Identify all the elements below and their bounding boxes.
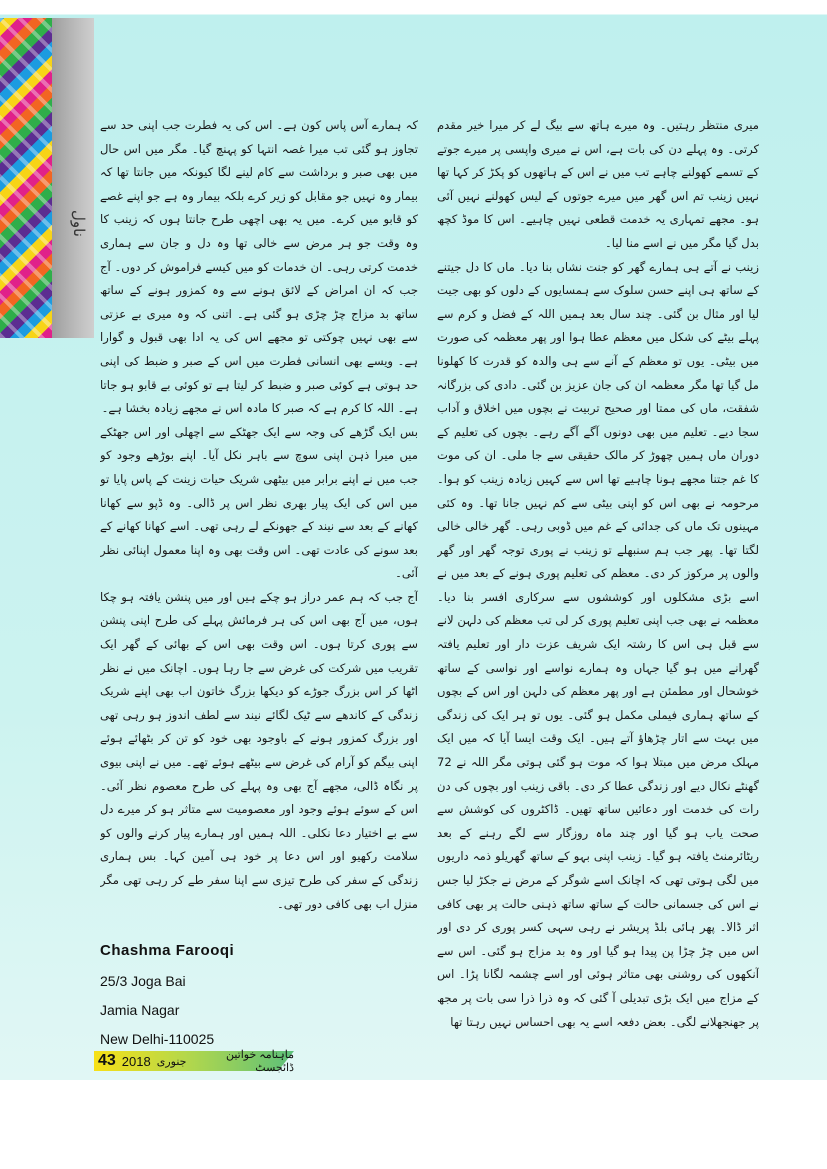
section-label: ناول [70,210,88,237]
paragraph: زینب نے آتے ہی ہمارے گھر کو جنت نشاں بنا دیا۔ ماں کا دل جیتنے کے ساتھ ہی اپنے حسن سلوک سے ہمسایوں کے دلوں کو بھی جیت لیا اور مثال بن گئی۔ چند سال بعد ہمیں اللہ کے فضل و کرم سے پہلے بیٹے کی شکل میں معظم عطا ہوا اور پھر معظمہ کی صورت میں بیٹی۔ یوں تو معظم کے آنے سے ہی والدہ کو قدرت کا کھلونا مل گیا تھا مگر معظمہ ان کی جان عزیز بن گئی۔ دادی کی بزرگانہ شفقت، ماں کی ممتا اور صحیح تربیت نے بچوں میں اخلاق و آداب سجا دیے۔ تعلیم میں بھی دونوں آگے آگے رہے۔ بچوں کی تعلیم کے دوران ماں ہمیں چھوڑ کر مالک حقیقی سے جا ملی۔ ان کی موت کا غم جتنا مجھے ہونا چاہیے تھا اس سے کہیں زیادہ زینب کو ہوا۔ مرحومہ نے بھی اس کو اپنی بیٹی سے کم نہیں جانا تھا۔ وہ کئی مہینوں تک ماں کی جدائی کے غم میں ڈوبی رہی۔ گھر خالی خالی لگتا تھا۔ پھر جب ہم سنبھلے تو زینب نے پوری توجہ گھر اور گھر والوں پر مرکوز کر دی۔ معظم کی تعلیم پوری ہونے کے بعد میں نے اسے بڑی مشکلوں اور کوششوں سے سرکاری افسر بنا دیا۔ معظمہ نے بھی جب اپنی تعلیم پوری کر لی تب معظم کی دلہن لانے سے قبل ہی اس کا رشتہ ایک شریف عزت دار اور تعلیم یافتہ گھرانے میں ہو گیا جہاں وہ ہمارے نواسے اور نواسی کے ساتھ خوشحال اور مطمئن ہے اور پھر معظم کی دلہن اور اس کے بچوں کے ساتھ ہماری فیملی مکمل ہو گئی۔ یوں تو ہر ایک کی زندگی میں بہت سے اتار چڑھاؤ آتے ہیں۔ ایک وقت ایسا آیا کہ میں ایک مہلک مرض میں مبتلا ہوا کہ موت ہو گئی ہوتی مگر اللہ نے 72 گھنٹے نکال دیے اور زندگی عطا کر دی۔ باقی زینب اور بچوں کی دن رات کی خدمت اور دعائیں ساتھ تھیں۔ ڈاکٹروں کی کوشش سے صحت یاب ہو گیا اور چند ماہ روزگار سے لگے رہنے کے بعد ریٹائرمنٹ یافتہ ہو گیا۔ زینب اپنی بہو کے ساتھ گھریلو ذمہ داریوں میں لگی ہوتی تھی کہ اچانک اسے شوگر کے مرض نے جکڑ لیا جس نے اس کی جسمانی حالت کے ساتھ ساتھ ذہنی حالت پر بھی کافی اثر ڈالا۔ پھر ہائی بلڈ پریشر نے رہی سہی کسر پوری کر دی اور اس میں چڑ چڑا پن پیدا ہو گیا اور وہ بد مزاج ہو گئی۔ اس سے آنکھوں کی روشنی بھی متاثر ہوئی اور اسے چشمہ لگانا پڑا۔ اس کے مزاج میں ایک بڑی تبدیلی آ گئی کہ وہ ذرا ذرا سی بات پر مجھ پر جھنجھلانے لگی۔ بعض دفعہ اسے یہ بھی احساس نہیں رہتا تھا [437,259,759,1029]
page-number: 43 [98,1052,116,1069]
bottom-margin [0,1080,827,1169]
page-footer [94,1049,294,1074]
address-line: New Delhi-110025 [100,1031,215,1047]
magazine-title: ماہنامہ خواتین ڈائجسٹ [225,1049,294,1074]
issue-year: 2018 [121,1053,151,1069]
address-line: 25/3 Joga Bai [100,973,186,989]
address-line: Jamia Nagar [100,1002,180,1018]
text-column-left [100,114,418,944]
text-column-right [437,114,759,1054]
paragraph: بس ایک گڑھے کی وجہ سے ایک جھٹکے سے اچھلی اور اس جھٹکے میں میرا ذہن اپنی سوچ سے باہر نکل آیا۔ اپنے بوڑھے وجود کو جب میں نے اپنے برابر میں بیٹھی شریک حیات زینت کے پاس پایا تو میں اس کی ایک پیار بھری نظر اس پر ڈالی۔ وہ ڈپو سے کھانا کھانے کے بعد سے نیند کے جھونکے لے رہی تھی۔ اسے کھانا کھانے کے بعد سونے کی عادت تھی۔ اس وقت بھی وہ اپنا معمول اپنائی نظر آئی۔ [100,424,418,581]
paragraph: آج جب کہ ہم عمر دراز ہو چکے ہیں اور میں پنشن یافتہ ہو چکا ہوں، میں آج بھی اس کی ہر فرمائش پہلے کی طرح اپنی پنشن سے پوری کرتا ہوں۔ اس وقت بھی اس کے بھائی کے گھر ایک تقریب میں شرکت کی غرض سے جا رہا ہوں۔ اچانک میں نے نظر اٹھا کر اس بزرگ جوڑے کو دیکھا بزرگ خاتون اب بھی اپنے شریک زندگی کے کاندھے سے ٹیک لگائے نیند سے لطف اندوز ہو رہی تھی اور بزرگ کمزور ہونے کے باوجود بھی خود کو تن کر بٹھائے ہوئے اپنی بیگم کو آرام کی غرض سے بیٹھے ہوئے تھے۔ میں نے اپنی بیوی پر نگاہ ڈالی، مجھے آج بھی وہ پہلے کی طرح معصوم نظر آئی۔ اس کے سوئے ہوئے وجود اور معصومیت سے متاثر ہو کر میرے دل سے بے اختیار دعا نکلی۔ اللہ ہمیں اور ہمارے پیار کرنے والوں کو سلامت رکھیو اور اس دعا پر خود ہی آمین کہا۔ بس ہماری زندگی کے سفر کی طرح تیزی سے اپنا سفر طے کر رہی تھی مگر منزل اب بھی کافی دور تھی۔ [100,589,418,911]
decorative-pattern-strip [0,18,52,338]
author-name: Chashma Farooqi [100,942,235,959]
side-panel [52,18,94,338]
author-address [100,942,350,1060]
paragraph: میری منتظر رہتیں۔ وہ میرے ہاتھ سے بیگ لے کر میرا خیر مقدم کرتی۔ وہ پہلے دن کی بات ہے، اس نے میری واپسی پر میرے جوتے کے تسمے کھولنے چاہے تب میں نے اس کے ہاتھوں کو پکڑ کر کہا تھا نہیں زینب تم اس گھر میں میرے جوتوں کے لیس کھولنے نہیں آئی ہو۔ مجھے تمہاری یہ خدمت قطعی نہیں چاہیے۔ اس کا موڈ کچھ بدل گیا مگر میں نے اسے منا لیا۔ [437,118,759,250]
paragraph: کہ ہمارے آس پاس کون ہے۔ اس کی یہ فطرت جب اپنی حد سے تجاوز ہو گئی تب میرا غصہ انتہا کو پہنچ گیا۔ مگر میں اس حال میں بھی صبر و برداشت سے کام لینے لگا کیونکہ میں جانتا تھا کہ بیمار وہ نہیں جو مقابل کو زیر کرے بلکہ بیمار وہ ہے جو اپنے غصے کو قابو میں کرے۔ میں یہ بھی اچھی طرح جانتا ہوں کہ زینب کا وہ وقت جو ہر مرض سے خالی تھا وہ دل و جان سے ہماری خدمت کرتی رہی۔ ان خدمات کو میں کیسے فراموش کر دوں۔ آج جب کہ ان امراض کے لائق ہونے سے وہ کمزور ہونے کے ساتھ ساتھ بد مزاج چڑ چڑی ہو گئی ہے۔ اتنی کہ وہ میری بے عزتی سے بھی نہیں چوکتی تو مجھے اس کی یہ ادا بھی قبول و گوارا ہے۔ ویسے بھی انسانی فطرت میں اس کے صبر و ضبط کی اپنی حد ہوتی ہے کوئی صبر و ضبط کر لیتا ہے تو کوئی بے قابو ہو جاتا ہے۔ اللہ کا کرم ہے کہ صبر کا مادہ اس نے مجھے زیادہ بخشا ہے۔ [100,118,418,416]
issue-month: جنوری [156,1055,187,1068]
